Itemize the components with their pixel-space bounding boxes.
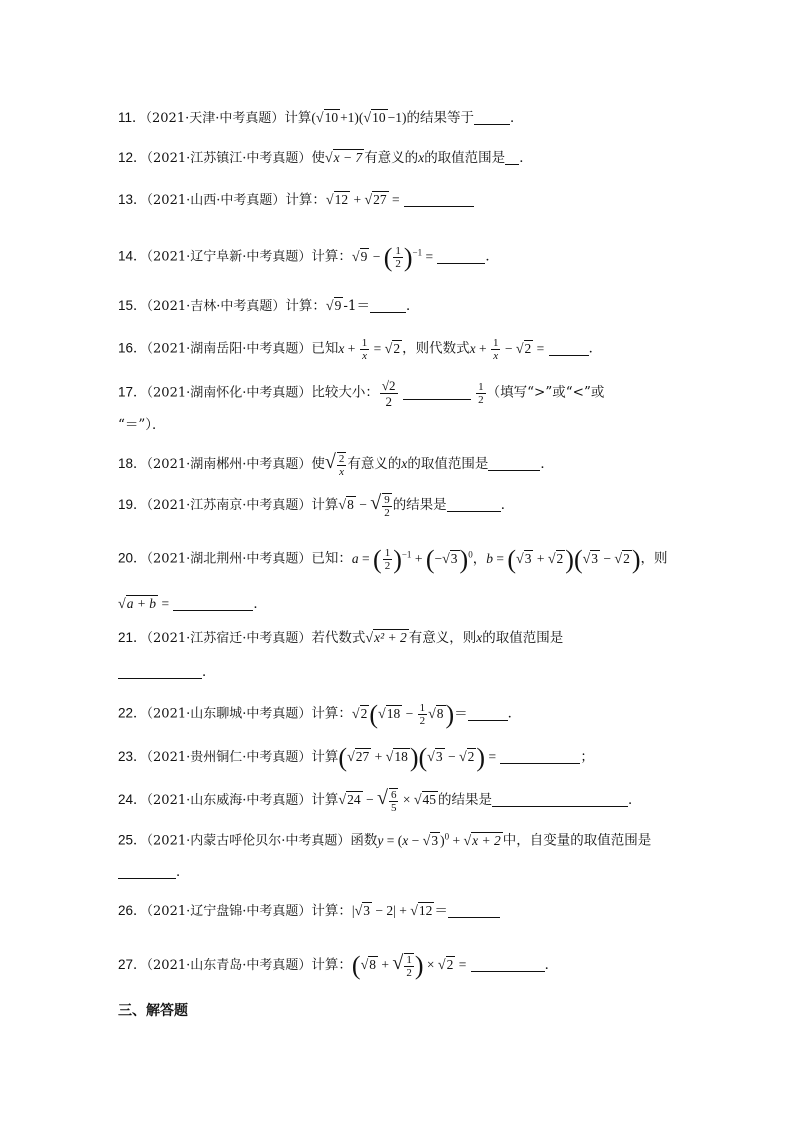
answer-blank[interactable] — [173, 596, 253, 611]
question-26 — [118, 901, 500, 922]
answer-blank[interactable] — [500, 749, 580, 764]
question-text: “＝”）． — [118, 417, 166, 433]
question-22 — [118, 699, 522, 729]
question-number: 27． — [118, 957, 147, 973]
expression: a = ( $\frac{1}{2}$ )$^{-1} + (-√3)^0$，b = (√3 + √2)(√3 − √2) — [351, 544, 641, 574]
answer-blank[interactable] — [474, 110, 510, 125]
expression: √x − 7 — [324, 150, 363, 166]
question-text: 有意义，则 — [408, 630, 477, 646]
question-number: 25． — [118, 832, 147, 848]
punctuation: ． — [405, 298, 420, 314]
question-text: 函数 — [350, 832, 378, 849]
question-source: （2021·辽宁盘锦·中考真题） — [146, 904, 312, 919]
question-text: 计算： — [285, 298, 326, 314]
question-text: （填写“>”或“<”或 — [486, 384, 605, 401]
question-source: （2021·山东威海·中考真题） — [146, 793, 312, 809]
question-text: 的结果是 — [438, 792, 492, 809]
question-number: 14． — [118, 248, 147, 264]
question-text: 的取值范围是 — [424, 150, 506, 166]
question-17 — [118, 378, 604, 409]
question-number: 16． — [118, 340, 147, 356]
expression: √8 − √ $\frac{9}{2}$ — [338, 492, 390, 519]
answer-blank[interactable] — [118, 864, 176, 879]
punctuation: ． — [519, 150, 533, 166]
radicand: 10 — [324, 110, 339, 125]
question-text: 若代数式 — [311, 630, 366, 646]
expression: y = (x − √3 )$^0$ + √x + 2 — [377, 831, 501, 849]
question-text: 比较大小： — [311, 384, 379, 401]
punctuation: ． — [628, 792, 642, 809]
variable: x — [401, 456, 408, 472]
expression: √2(√18 − $\frac{1}{2}$ √8)＝ — [351, 699, 468, 729]
punctuation: ． — [202, 664, 216, 680]
question-number: 24． — [118, 792, 147, 808]
question-27 — [118, 953, 558, 979]
expression: √9 − ( $\frac{1}{2}$ )$^{-1}$ = — [351, 242, 434, 272]
fraction: $\frac{1}{2}$ — [478, 380, 484, 406]
punctuation: ． — [540, 456, 554, 473]
question-number: 20． — [118, 550, 147, 566]
expression: √9 — [325, 298, 342, 314]
question-21-continued — [118, 662, 216, 682]
question-text: 的取值范围是 — [482, 630, 564, 646]
operator: − — [369, 248, 384, 264]
expression: x + $\frac{1}{x}$ − √2 = — [469, 337, 545, 362]
punctuation: ． — [500, 497, 515, 514]
exponent: −1 — [412, 247, 423, 257]
question-text: ，则代数式 — [402, 340, 470, 357]
question-source: （2021·天津·中考真题） — [145, 111, 285, 126]
question-source: （2021·山东青岛·中考真题） — [146, 958, 312, 974]
answer-blank[interactable] — [468, 706, 508, 721]
operator: + — [350, 192, 365, 207]
question-24 — [118, 788, 642, 814]
radicand: 10 — [372, 110, 386, 125]
answer-blank[interactable] — [471, 957, 545, 972]
question-20-continued — [118, 594, 267, 615]
operator: = — [422, 248, 434, 264]
question-23 — [118, 742, 594, 772]
question-text: 的取值范围是 — [407, 456, 489, 473]
question-text: 的结果是 — [392, 497, 447, 514]
punctuation: ． — [588, 340, 603, 357]
question-source: （2021·江苏南京·中考真题） — [146, 498, 312, 514]
question-text: 计算 — [311, 497, 339, 514]
expression: √ $\frac{2}{x}$ — [324, 451, 345, 478]
answer-blank[interactable] — [403, 385, 471, 400]
question-25-continued — [118, 862, 190, 882]
answer-blank[interactable] — [505, 150, 519, 165]
question-text: 中，自变量的取值范围是 — [502, 832, 652, 849]
question-number: 17． — [118, 384, 147, 400]
question-17-continued — [118, 415, 166, 435]
question-16 — [118, 337, 602, 362]
question-21 — [118, 628, 563, 649]
answer-blank[interactable] — [549, 341, 589, 356]
question-number: 22． — [118, 705, 147, 721]
question-text: 已知： — [311, 550, 352, 567]
question-13 — [118, 190, 474, 211]
question-text: 计算 — [311, 792, 339, 809]
question-number: 11． — [118, 110, 146, 125]
question-text: 使 — [311, 150, 325, 166]
punctuation: ． — [253, 596, 267, 612]
answer-blank[interactable] — [404, 192, 474, 207]
punctuation: ． — [176, 864, 190, 880]
punctuation: ． — [507, 705, 522, 722]
variable: x — [418, 150, 425, 165]
question-source: （2021·辽宁阜新·中考真题） — [146, 249, 312, 265]
question-12 — [118, 148, 533, 169]
question-source: （2021·山西·中考真题） — [146, 193, 286, 208]
question-source: （2021·湖南怀化·中考真题） — [146, 385, 312, 401]
question-text: 计算： — [285, 192, 326, 208]
question-source: （2021·湖北荆州·中考真题） — [146, 551, 312, 567]
question-text: -1＝ — [343, 298, 370, 314]
punctuation: ． — [544, 957, 559, 974]
question-source: （2021·内蒙古呼伦贝尔·中考真题） — [146, 833, 351, 849]
question-number: 23． — [118, 749, 147, 764]
question-text: 使 — [311, 456, 325, 473]
expression: $\frac{√2}{2}$ — [381, 378, 396, 409]
question-source: （2021·江苏镇江·中考真题） — [146, 151, 312, 166]
question-text: 已知 — [311, 340, 339, 357]
operator: = — [388, 192, 400, 207]
expression: √x² + 2 — [365, 630, 407, 646]
question-number: 13． — [118, 192, 147, 207]
question-text: 计算： — [311, 957, 352, 974]
question-25 — [118, 826, 651, 852]
question-text: 计算： — [311, 903, 352, 919]
answer-blank[interactable] — [370, 298, 406, 313]
question-source: （2021·湖南郴州·中考真题） — [146, 457, 312, 473]
fraction: $\frac{1}{2}$ — [395, 244, 401, 270]
radicand: 27 — [373, 192, 387, 207]
answer-blank[interactable] — [437, 249, 485, 264]
expression: (√10 +1)(√10 −1) — [311, 110, 407, 126]
radicand: 12 — [334, 192, 349, 207]
question-18 — [118, 452, 554, 478]
question-source: （2021·江苏宿迁·中考真题） — [146, 631, 312, 646]
answer-blank[interactable] — [488, 456, 540, 471]
question-number: 19． — [118, 497, 147, 513]
question-text: 计算 — [284, 110, 312, 126]
question-15 — [118, 296, 419, 317]
expression: |√3 − 2| + √12 ＝ — [351, 903, 448, 919]
answer-blank[interactable] — [492, 792, 628, 807]
question-number: 18． — [118, 456, 147, 472]
question-text: 的结果等于 — [406, 110, 474, 126]
expression: √a + b = — [118, 596, 170, 612]
question-text: 计算 — [311, 749, 339, 765]
answer-blank[interactable] — [118, 664, 202, 679]
question-20 — [118, 544, 668, 572]
expression: √24 − √ $\frac{6}{5}$ × √45 — [338, 787, 436, 814]
question-text: 有意义的 — [347, 456, 402, 473]
expression: √12 + √27 = — [325, 192, 400, 208]
expression: (√27 + √18)(√3 − √2) = — [338, 742, 497, 772]
section-heading: 三、解答题 — [118, 1003, 188, 1019]
question-text: ，则 — [640, 550, 668, 567]
expression: x + $\frac{1}{x}$ = √2 — [338, 337, 401, 362]
radicand: x − 7 — [333, 150, 363, 165]
question-11 — [118, 108, 523, 129]
question-source: （2021·贵州铜仁·中考真题） — [146, 750, 312, 765]
answer-blank[interactable] — [448, 903, 500, 918]
radicand: 9 — [360, 248, 368, 264]
question-number: 12． — [118, 150, 147, 165]
question-number: 26． — [118, 903, 147, 918]
operator: +1)( — [340, 110, 364, 125]
question-text: 计算： — [311, 248, 352, 265]
radicand: 9 — [334, 298, 342, 313]
question-text: 计算： — [311, 705, 352, 722]
question-19 — [118, 493, 514, 519]
question-number: 15． — [118, 298, 147, 313]
operator: −1) — [387, 110, 407, 125]
question-source: （2021·山东聊城·中考真题） — [146, 706, 312, 722]
punctuation: ． — [509, 110, 524, 126]
question-text: 有意义的 — [364, 150, 419, 166]
punctuation: ； — [580, 749, 594, 765]
punctuation: ． — [485, 248, 499, 265]
question-14 — [118, 242, 499, 270]
question-source: （2021·吉林·中考真题） — [146, 299, 286, 314]
question-source: （2021·湖南岳阳·中考真题） — [146, 341, 312, 357]
answer-blank[interactable] — [447, 497, 501, 512]
expression: (√8 + √ $\frac{1}{2}$ ) × √2 = — [351, 951, 467, 980]
variable: x — [476, 630, 483, 645]
question-number: 21． — [118, 630, 147, 645]
